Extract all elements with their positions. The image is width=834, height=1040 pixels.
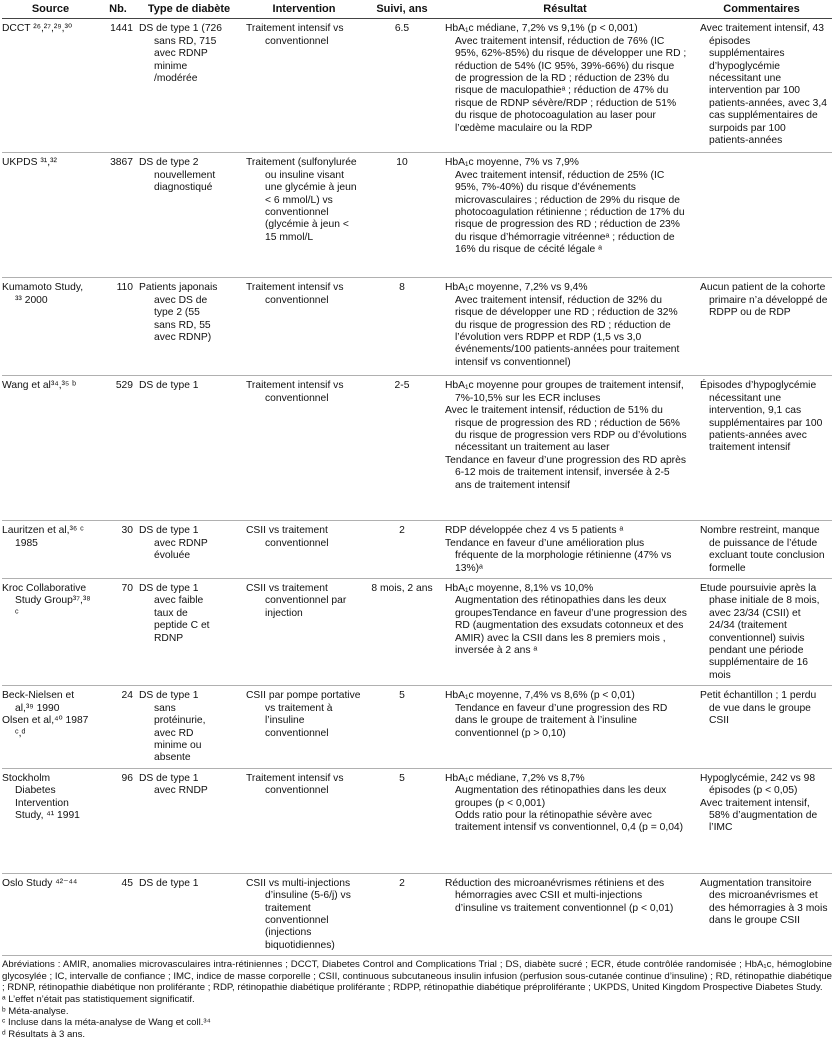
cell-intervention — [241, 878, 367, 952]
paragraph: HbA₁c moyenne, 8,1% vs 10,0% — [445, 583, 594, 595]
paragraph: HbA₁c moyenne, 7% vs 7,9% — [445, 157, 579, 169]
paragraph: ᶜ Incluse dans la méta-analyse de Wang et coll.³⁴ — [2, 1017, 211, 1029]
cell-source — [2, 773, 99, 870]
cell-resultat — [437, 525, 693, 575]
paragraph: Avec traitement intensif, réduction de 76% (IC 95%, 62%-85%) du risque de développer une RD ; réduction de 54% (IC 95%, 39%-66%) du risque de progression de la RD ; réduction de 23% du risque de maculopathieᵃ ; réduction de 47% du risque de RDNP sévère/RDP ; réduction de 51% du risque de photocoagulation au laser pour l’œdème maculaire ou la RDP — [455, 35, 687, 134]
table-row — [2, 19, 832, 153]
col-header-intervention: Intervention — [272, 3, 336, 15]
cell-resultat — [437, 583, 693, 682]
paragraph: DS de type 1 sans protéinurie, avec RD minime ou absente — [139, 690, 206, 764]
cell-type — [137, 282, 241, 372]
paragraph: Tendance en faveur d’une progression des RD après 6-12 mois de traitement intensif, inversée à 2-5 ans de traitement intensif — [445, 454, 686, 491]
paragraph: DS de type 1 — [139, 877, 199, 889]
footnotes — [2, 956, 832, 1040]
cell-nb: 70 — [121, 583, 133, 595]
cell-commentaires — [693, 773, 830, 870]
cell-suivi: 8 — [399, 282, 405, 294]
paragraph: Augmentation des rétinopathies dans les deux groupesTendance en faveur d’une progression des RD (augmentation des exsudats cotonneux et des AMIR) avec la CSII dans les 8 premiers mois , inversée à 2 ans ᵃ — [455, 595, 687, 657]
abbreviations-note: Abréviations : AMIR, anomalies microvasculaires intra-rétiniennes ; DCCT, Diabetes Control and Complications Trial ; DS, diabète sucré ; ECR, étude contrôlée randomisée ; HbA₁c, hémoglobine glycosylée ; IC, intervalle de confiance ; IMC, indice de masse corporelle ; CSII, continuous subcutaneous insulin infusion (perfusion sous-cutanée continue d’insuline) ; RD, rétinopathie diabétique ; RDNP, rétinopathie diabétique non proliférante ; RDP, rétinopathie diabétique proliférante ; RDPP, rétinopathie diabétique préproliférante ; UKPDS, United Kingdom Prospective Diabetes Study. — [2, 959, 832, 994]
paragraph: RDP développée chez 4 vs 5 patients ᵃ — [445, 525, 624, 537]
paragraph: DS de type 1 avec faible taux de peptide C et RDNP — [139, 583, 210, 644]
cell-resultat — [437, 282, 693, 372]
paragraph: Augmentation des rétinopathies dans les deux groupes (p < 0,001) — [455, 785, 667, 809]
cell-nb: 24 — [121, 690, 133, 702]
cell-intervention — [241, 583, 367, 682]
table-row — [2, 153, 832, 278]
paragraph: DS de type 2 nouvellement diagnostiqué — [139, 157, 216, 194]
cell-nb: 3867 — [110, 157, 133, 169]
paragraph: Avec le traitement intensif, réduction de 51% du risque de progression des RD ; réduction de 56% du risque de progression vers RDP ou d’évolutions nécessitant un traitement au laser — [445, 405, 687, 454]
cell-source — [2, 380, 99, 517]
col-header-suivi: Suivi, ans — [376, 3, 428, 15]
table-row — [2, 376, 832, 521]
cell-source — [2, 157, 99, 274]
table-header — [2, 0, 832, 19]
paragraph: Hypoglycémie, 242 vs 98 épisodes (p < 0,05) — [700, 772, 816, 797]
table-row — [2, 874, 832, 956]
cell-resultat — [437, 878, 693, 952]
cell-type — [137, 525, 241, 575]
col-header-nb: Nb. — [109, 3, 127, 15]
cell-source — [2, 878, 99, 952]
cell-type — [137, 23, 241, 149]
paragraph: Réduction des microanévrismes rétiniens et des hémorragies avec CSII et multi-injections d’insuline vs traitement conventionnel (p < 0,01) — [445, 877, 674, 914]
table-row — [2, 579, 832, 686]
paragraph: CSII vs multi-injections d’insuline (5-6/j) vs traitement conventionnel (injections biquotidiennes) — [246, 877, 351, 951]
cell-nb: 529 — [115, 380, 133, 392]
paragraph: Patients japonais avec DS de type 2 (55 sans RD, 55 avec RDNP) — [139, 282, 218, 344]
paragraph: Traitement intensif vs conventionnel — [246, 380, 344, 404]
cell-type — [137, 773, 241, 870]
paragraph: Stockholm Diabetes Intervention Study, ⁴¹ 1991 — [2, 772, 80, 821]
cell-source — [2, 583, 99, 682]
cell-intervention — [241, 380, 367, 517]
paragraph: Etude poursuivie après la phase initiale de 8 mois, avec 23/34 (CSII) et 24/34 (traitement conventionnel) suivis pendant une période supplémentaire de 16 mois — [700, 583, 820, 681]
cell-suivi: 5 — [399, 772, 405, 784]
cell-nb: 45 — [121, 877, 133, 889]
cell-resultat — [437, 23, 693, 149]
cell-commentaires — [693, 690, 830, 764]
paragraph: ᵇ Méta-analyse. — [2, 1005, 69, 1017]
cell-source — [2, 23, 99, 149]
paragraph: Petit échantillon ; 1 perdu de vue dans le groupe CSII — [700, 690, 817, 727]
cell-commentaires — [693, 23, 830, 149]
cell-type — [137, 583, 241, 682]
paragraph: Traitement (sulfonylurée ou insuline visant une glycémie à jeun < 6 mmol/L) vs conventionnel (glycémie à jeun < 15 mmol/L — [246, 157, 357, 243]
paragraph: Épisodes d’hypoglycémie nécessitant une intervention, 9,1 cas supplémentaires par 100 patients-années avec traitement intensif — [700, 380, 823, 454]
cell-resultat — [437, 380, 693, 517]
paragraph: DS de type 1 avec RNDP — [139, 772, 208, 797]
cell-suivi: 2 — [399, 525, 405, 537]
cell-intervention — [241, 690, 367, 764]
paragraph: Lauritzen et al,³⁶ ᶜ 1985 — [2, 525, 84, 549]
cell-type — [137, 690, 241, 764]
footnote-list — [2, 994, 832, 1040]
col-header-type: Type de diabète — [147, 3, 231, 15]
cell-resultat — [437, 157, 693, 274]
paragraph: DS de type 1 avec RDNP évoluée — [139, 525, 208, 562]
paragraph: Odds ratio pour la rétinopathie sévère avec traitement intensif vs conventionnel, 0,4 (p = 0,04) — [455, 809, 684, 834]
cell-nb: 1441 — [110, 23, 133, 35]
cell-type — [137, 380, 241, 517]
paragraph: Beck-Nielsen et al,³⁹ 1990 — [2, 690, 75, 714]
table-row — [2, 278, 832, 376]
table-row — [2, 521, 832, 579]
paragraph: Tendance en faveur d’une progression des RD dans le groupe de traitement à l’insuline conventionnel (p > 0,10) — [455, 702, 668, 739]
paragraph: Traitement intensif vs conventionnel — [246, 23, 344, 47]
col-header-source: Source — [31, 3, 70, 15]
paragraph: DS de type 1 — [139, 380, 199, 392]
cell-intervention — [241, 525, 367, 575]
paragraph: CSII vs traitement conventionnel — [246, 525, 329, 549]
cell-commentaires — [693, 282, 830, 372]
paragraph: HbA₁c moyenne, 7,4% vs 8,6% (p < 0,01) — [445, 690, 635, 702]
table-row — [2, 769, 832, 874]
paragraph: ᵃ L’effet n’était pas statistiquement significatif. — [2, 993, 195, 1005]
cell-nb: 30 — [121, 525, 133, 537]
cell-suivi: 2 — [399, 877, 405, 889]
cell-suivi: 10 — [396, 157, 408, 169]
cell-intervention — [241, 282, 367, 372]
paragraph: Kroc Collaborative Study Group³⁷,³⁸ ᶜ — [2, 583, 91, 619]
cell-commentaires — [693, 525, 830, 575]
paragraph: Kumamoto Study, ³³ 2000 — [2, 282, 84, 306]
cell-commentaires — [693, 878, 830, 952]
cell-source — [2, 525, 99, 575]
paragraph: UKPDS ³¹,³² — [2, 157, 57, 169]
cell-suivi: 8 mois, 2 ans — [371, 583, 433, 595]
cell-resultat — [437, 773, 693, 870]
cell-nb: 110 — [116, 282, 133, 294]
cell-intervention — [241, 773, 367, 870]
paragraph: Avec traitement intensif, réduction de 25% (IC 95%, 7%-40%) du risque d’événements microvasculaires ; réduction de 29% du risque de photocoagulation rétinienne ; réduction de 17% du risque de progression des RD ; réduction de 23% du risque d’hémorragie vitréenneᵃ ; réduction de 16% du risque de cécité légale ᵃ — [455, 169, 685, 256]
cell-suivi: 2-5 — [394, 380, 410, 392]
paragraph: Traitement intensif vs conventionnel — [246, 282, 344, 306]
paragraph: HbA₁c médiane, 7,2% vs 9,1% (p < 0,001) — [445, 23, 638, 35]
col-header-resultat: Résultat — [543, 3, 587, 15]
paragraph: Traitement intensif vs conventionnel — [246, 772, 344, 797]
paragraph: Avec traitement intensif, 43 épisodes supplémentaires d’hypoglycémie nécessitant une intervention par 100 patients-années, avec 3,4 cas supplémentaires de surpoids par 100 patients-années — [700, 23, 827, 147]
cell-intervention — [241, 23, 367, 149]
paragraph: Olsen et al,⁴⁰ 1987 ᶜ,ᵈ — [2, 715, 89, 739]
paragraph: HbA₁c moyenne pour groupes de traitement intensif, 7%-10,5% sur les ECR incluses — [445, 380, 684, 404]
paragraph: Avec traitement intensif, 58% d’augmentation de l’IMC — [700, 797, 818, 834]
cell-source — [2, 690, 99, 764]
paragraph: Tendance en faveur d’une amélioration plus fréquente de la morphologie rétinienne (47% vs 13%)ᵃ — [445, 537, 672, 574]
cell-nb: 96 — [121, 772, 133, 784]
paragraph: CSII vs traitement conventionnel par injection — [246, 583, 347, 619]
paragraph: CSII par pompe portative vs traitement à l’insuline conventionnel — [246, 690, 361, 739]
cell-type — [137, 878, 241, 952]
paragraph: Aucun patient de la cohorte primaire n’a développé de RDPP ou de RDP — [700, 282, 828, 319]
paragraph: DCCT ²⁶,²⁷,²⁹,³⁰ — [2, 23, 73, 35]
cell-intervention — [241, 157, 367, 274]
cell-source — [2, 282, 99, 372]
paragraph: Nombre restreint, manque de puissance de l’étude excluant toute conclusion formelle — [700, 525, 825, 574]
paragraph: DS de type 1 (726 sans RD, 715 avec RDNP minime /modérée — [139, 23, 222, 85]
table-row — [2, 686, 832, 768]
cell-suivi: 6.5 — [394, 23, 410, 35]
paragraph: HbA₁c moyenne, 7,2% vs 9,4% — [445, 282, 588, 294]
paragraph: HbA₁c médiane, 7,2% vs 8,7% — [445, 772, 585, 784]
cell-type — [137, 157, 241, 274]
paragraph: Oslo Study ⁴²⁻⁴⁴ — [2, 877, 78, 889]
col-header-commentaires: Commentaires — [723, 3, 800, 15]
paragraph: ᵈ Résultats à 3 ans. — [2, 1028, 86, 1040]
paragraph: Avec traitement intensif, réduction de 32% du risque de développer une RD ; réduction de 32% du risque de progression des RD ; réduction de l’évolution vers RDPP et RDP (1,5 vs 3,0 événements/100 patients-années pour traitement intensif vs conventionnel) — [455, 294, 680, 368]
paragraph: Wang et al³⁴,³⁵ ᵇ — [2, 380, 76, 392]
cell-suivi: 5 — [399, 690, 405, 702]
cell-resultat — [437, 690, 693, 764]
paragraph: Augmentation transitoire des microanévrismes et des hémorragies à 3 mois dans le groupe CSII — [700, 877, 828, 926]
cell-commentaires — [693, 380, 830, 517]
cell-commentaires — [693, 157, 830, 274]
cell-commentaires — [693, 583, 830, 682]
